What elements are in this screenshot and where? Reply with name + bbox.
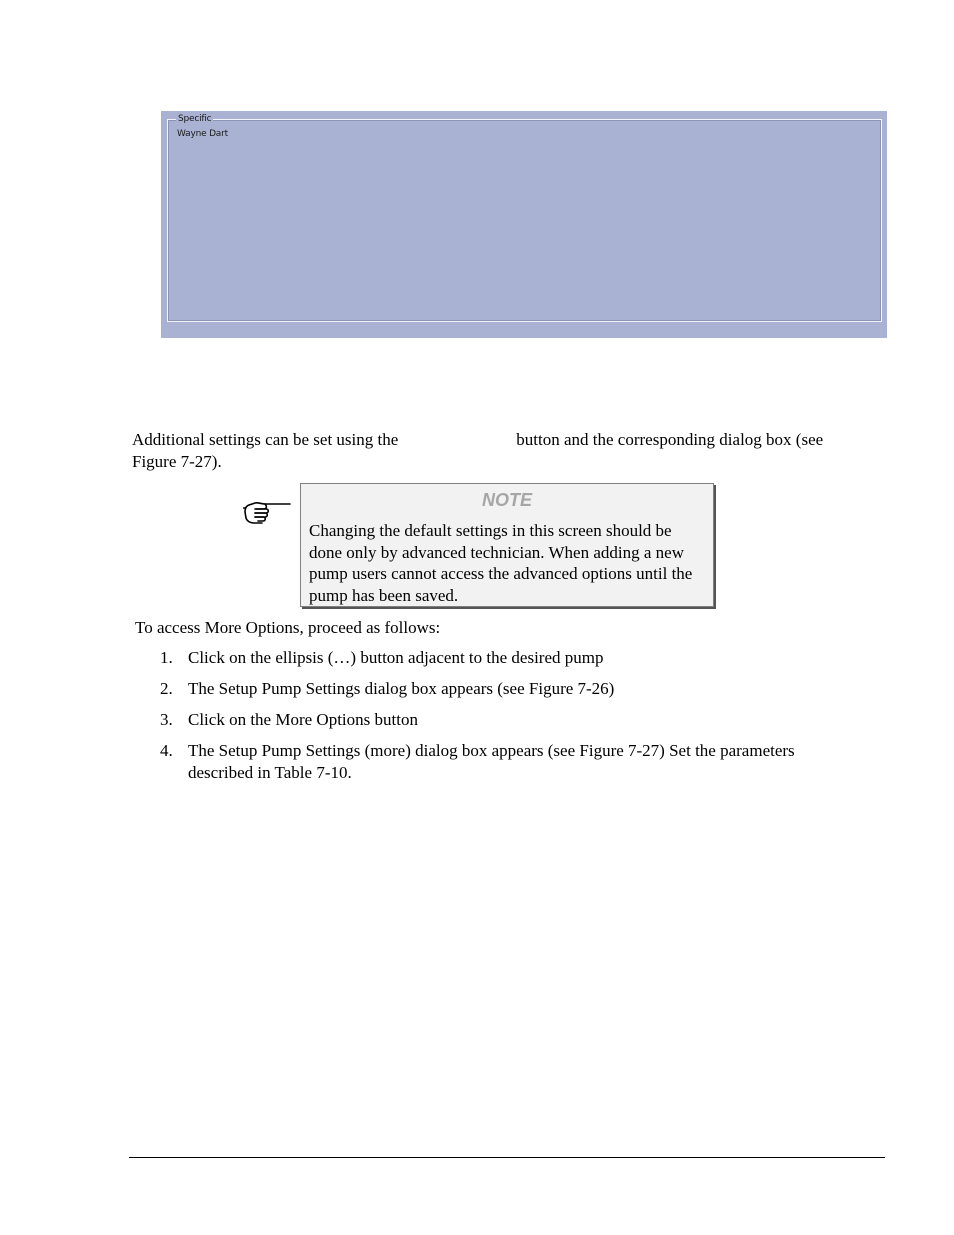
note-title: NOTE: [481, 490, 532, 510]
step-number: 3.: [160, 710, 173, 729]
pointing-hand-icon: [243, 496, 291, 526]
step-number: 1.: [160, 648, 173, 667]
pump-type-value: Wayne Dart: [177, 129, 228, 139]
paragraph-text-before: Additional settings can be set using the: [132, 430, 399, 449]
step-text: Click on the ellipsis (…) button adjacent to the desired pump: [188, 648, 604, 667]
step-number: 4.: [160, 741, 173, 760]
procedure-intro: To access More Options, proceed as follows:: [135, 618, 441, 637]
step-number: 2.: [160, 679, 173, 698]
specific-groupbox: [167, 114, 882, 322]
note-text: Changing the default settings in this screen should be done only by advanced technician. When adding a new pump users cannot access the advanced options until the pump has been saved.: [309, 521, 693, 605]
groupbox-label: Specific: [178, 114, 212, 124]
specific-settings-screenshot: [161, 111, 887, 338]
note-box: [300, 483, 714, 607]
paragraph-text-after: button and the corresponding dialog box (see Figure 7-27).: [132, 430, 824, 471]
additional-settings-paragraph: [132, 429, 862, 473]
step-text: Click on the More Options button: [188, 710, 418, 729]
step-text: The Setup Pump Settings dialog box appears (see Figure 7-26): [188, 679, 615, 698]
footer-divider: [129, 1157, 885, 1158]
step-text: The Setup Pump Settings (more) dialog box appears (see Figure 7-27) Set the parameters described in Table 7-10.: [188, 741, 795, 782]
